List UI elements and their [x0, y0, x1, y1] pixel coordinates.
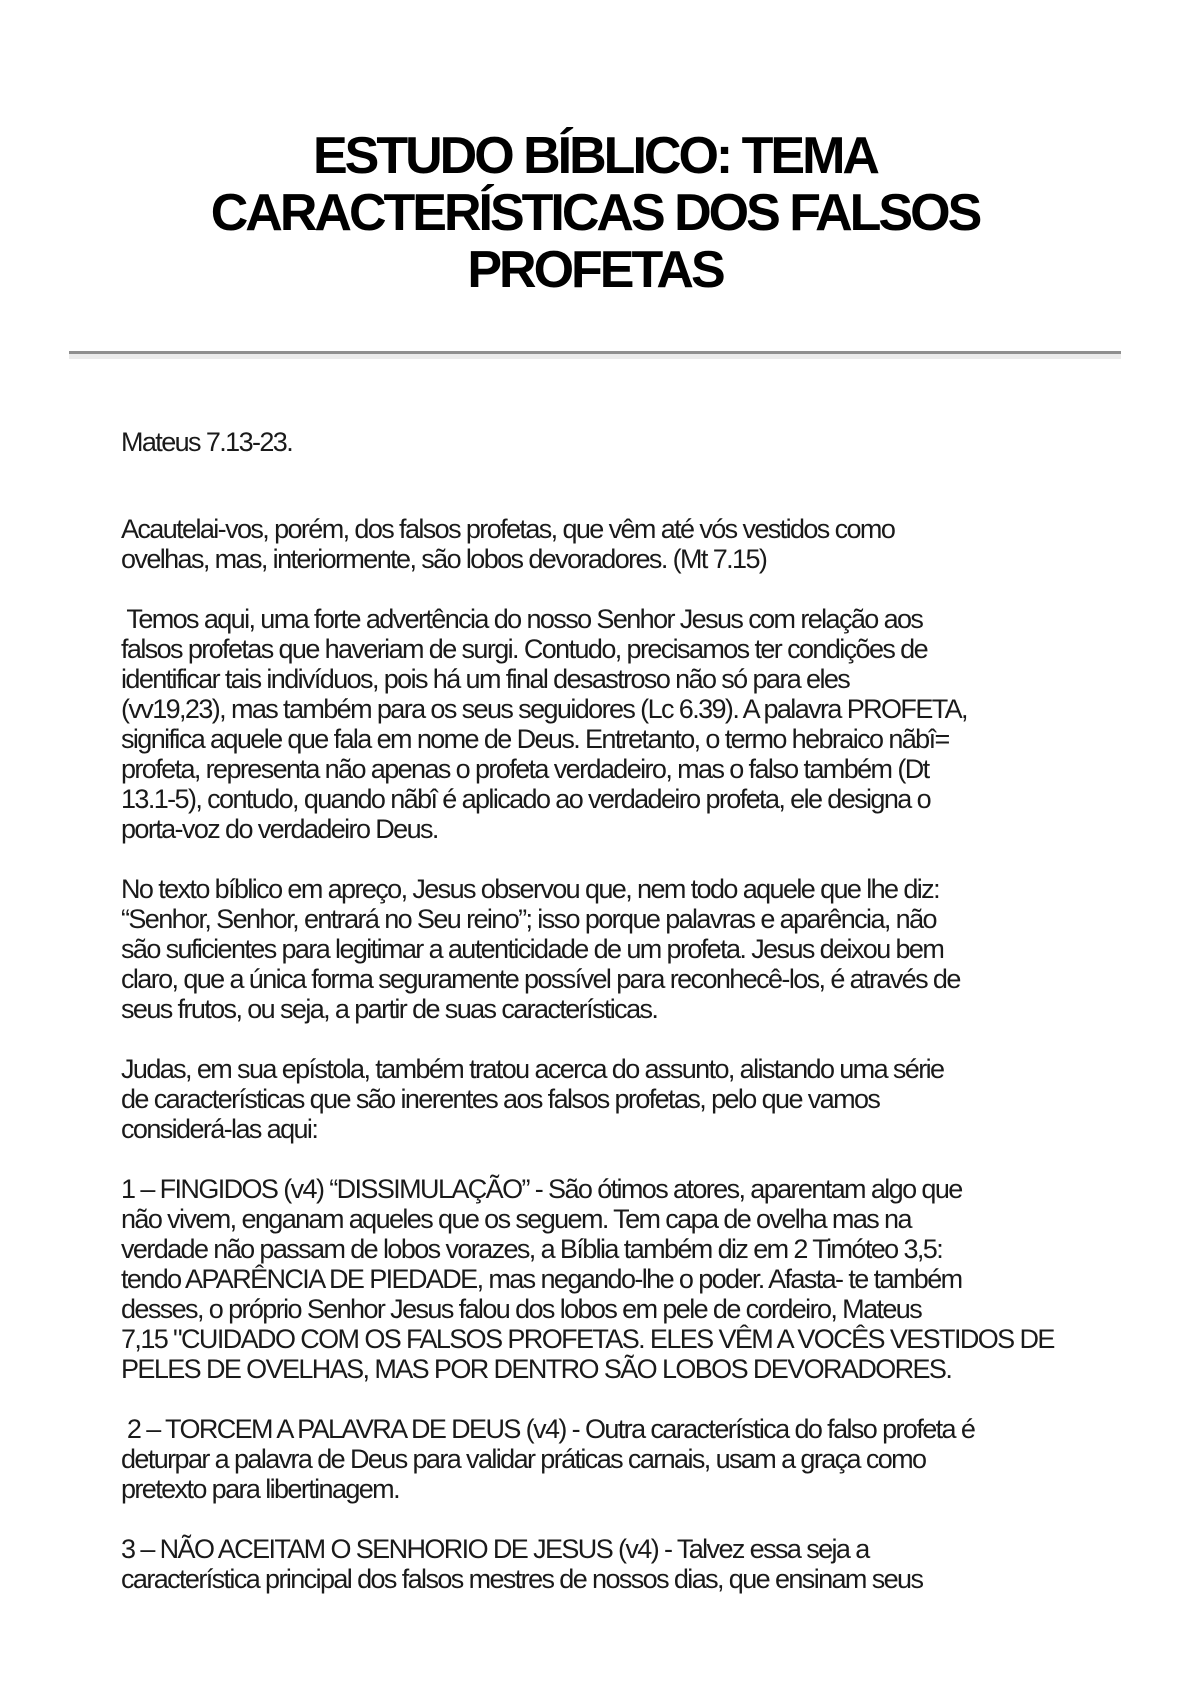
paragraph [121, 874, 1170, 1024]
text-line: 2 – TORCEM A PALAVRA DE DEUS (v4) - Outra característica do falso profeta é [121, 1414, 975, 1444]
text-line: 13.1-5), contudo, quando nãbî é aplicado ao verdadeiro profeta, ele designa o [121, 784, 930, 814]
text-line: 1 – FINGIDOS (v4) “DISSIMULAÇÃO” - São ótimos atores, aparentam algo que [121, 1174, 962, 1204]
text-line: são suficientes para legitimar a autenticidade de um profeta. Jesus deixou bem [121, 934, 944, 964]
paragraph [121, 1174, 1170, 1384]
text-line: identificar tais indivíduos, pois há um final desastroso não só para eles [121, 664, 850, 694]
text-line: de características que são inerentes aos falsos profetas, pelo que vamos [121, 1084, 880, 1114]
text-line: verdade não passam de lobos vorazes, a Bíblia também diz em 2 Timóteo 3,5: [121, 1234, 943, 1264]
document-title-line: CARACTERÍSTICAS DOS FALSOS [210, 184, 980, 242]
text-line: deturpar a palavra de Deus para validar práticas carnais, usam a graça como [121, 1444, 926, 1474]
text-line: Mateus 7.13-23. [121, 427, 293, 457]
text-line: profeta, representa não apenas o profeta verdadeiro, mas o falso também (Dt [121, 754, 929, 784]
text-line: tendo APARÊNCIA DE PIEDADE, mas negando-lhe o poder. Afasta- te também [121, 1264, 962, 1294]
paragraph [121, 427, 1170, 457]
text-line: 3 – NÃO ACEITAM O SENHORIO DE JESUS (v4) - Talvez essa seja a [121, 1534, 869, 1564]
text-line: porta-voz do verdadeiro Deus. [121, 814, 438, 844]
text-line: característica principal dos falsos mestres de nossos dias, que ensinam seus [121, 1564, 923, 1594]
text-line: Temos aqui, uma forte advertência do nosso Senhor Jesus com relação aos [121, 604, 923, 634]
text-line: No texto bíblico em apreço, Jesus observou que, nem todo aquele que lhe diz: [121, 874, 939, 904]
document-title-line: ESTUDO BÍBLICO: TEMA [313, 127, 877, 185]
horizontal-rule [69, 351, 1121, 359]
document-body [0, 427, 1190, 1594]
text-line: PELES DE OVELHAS, MAS POR DENTRO SÃO LOBOS DEVORADORES. [121, 1354, 952, 1384]
text-line: 7,15 "CUIDADO COM OS FALSOS PROFETAS. ELES VÊM A VOCÊS VESTIDOS DE [121, 1324, 1054, 1354]
text-line: Acautelai-vos, porém, dos falsos profetas, que vêm até vós vestidos como [121, 514, 895, 544]
text-line: seus frutos, ou seja, a partir de suas características. [121, 994, 658, 1024]
document-title [0, 0, 1190, 299]
paragraph [121, 514, 1170, 574]
text-line: desses, o próprio Senhor Jesus falou dos lobos em pele de cordeiro, Mateus [121, 1294, 922, 1324]
text-line: “Senhor, Senhor, entrará no Seu reino”; isso porque palavras e aparência, não [121, 904, 936, 934]
paragraph [121, 1414, 1170, 1504]
text-line: pretexto para libertinagem. [121, 1474, 399, 1504]
text-line: significa aquele que fala em nome de Deus. Entretanto, o termo hebraico nãbî= [121, 724, 949, 754]
text-line: falsos profetas que haveriam de surgi. Contudo, precisamos ter condições de [121, 634, 928, 664]
text-line: considerá-las aqui: [121, 1114, 318, 1144]
paragraph [121, 1054, 1170, 1144]
text-line: (vv19,23), mas também para os seus seguidores (Lc 6.39). A palavra PROFETA, [121, 694, 967, 724]
text-line: Judas, em sua epístola, também tratou acerca do assunto, alistando uma série [121, 1054, 944, 1084]
text-line: claro, que a única forma seguramente possível para reconhecê-los, é através de [121, 964, 960, 994]
paragraph [121, 1534, 1170, 1594]
text-line: não vivem, enganam aqueles que os seguem. Tem capa de ovelha mas na [121, 1204, 911, 1234]
text-line: ovelhas, mas, interiormente, são lobos devoradores. (Mt 7.15) [121, 544, 767, 574]
paragraph [121, 604, 1170, 844]
document-title-line: PROFETAS [467, 241, 723, 299]
